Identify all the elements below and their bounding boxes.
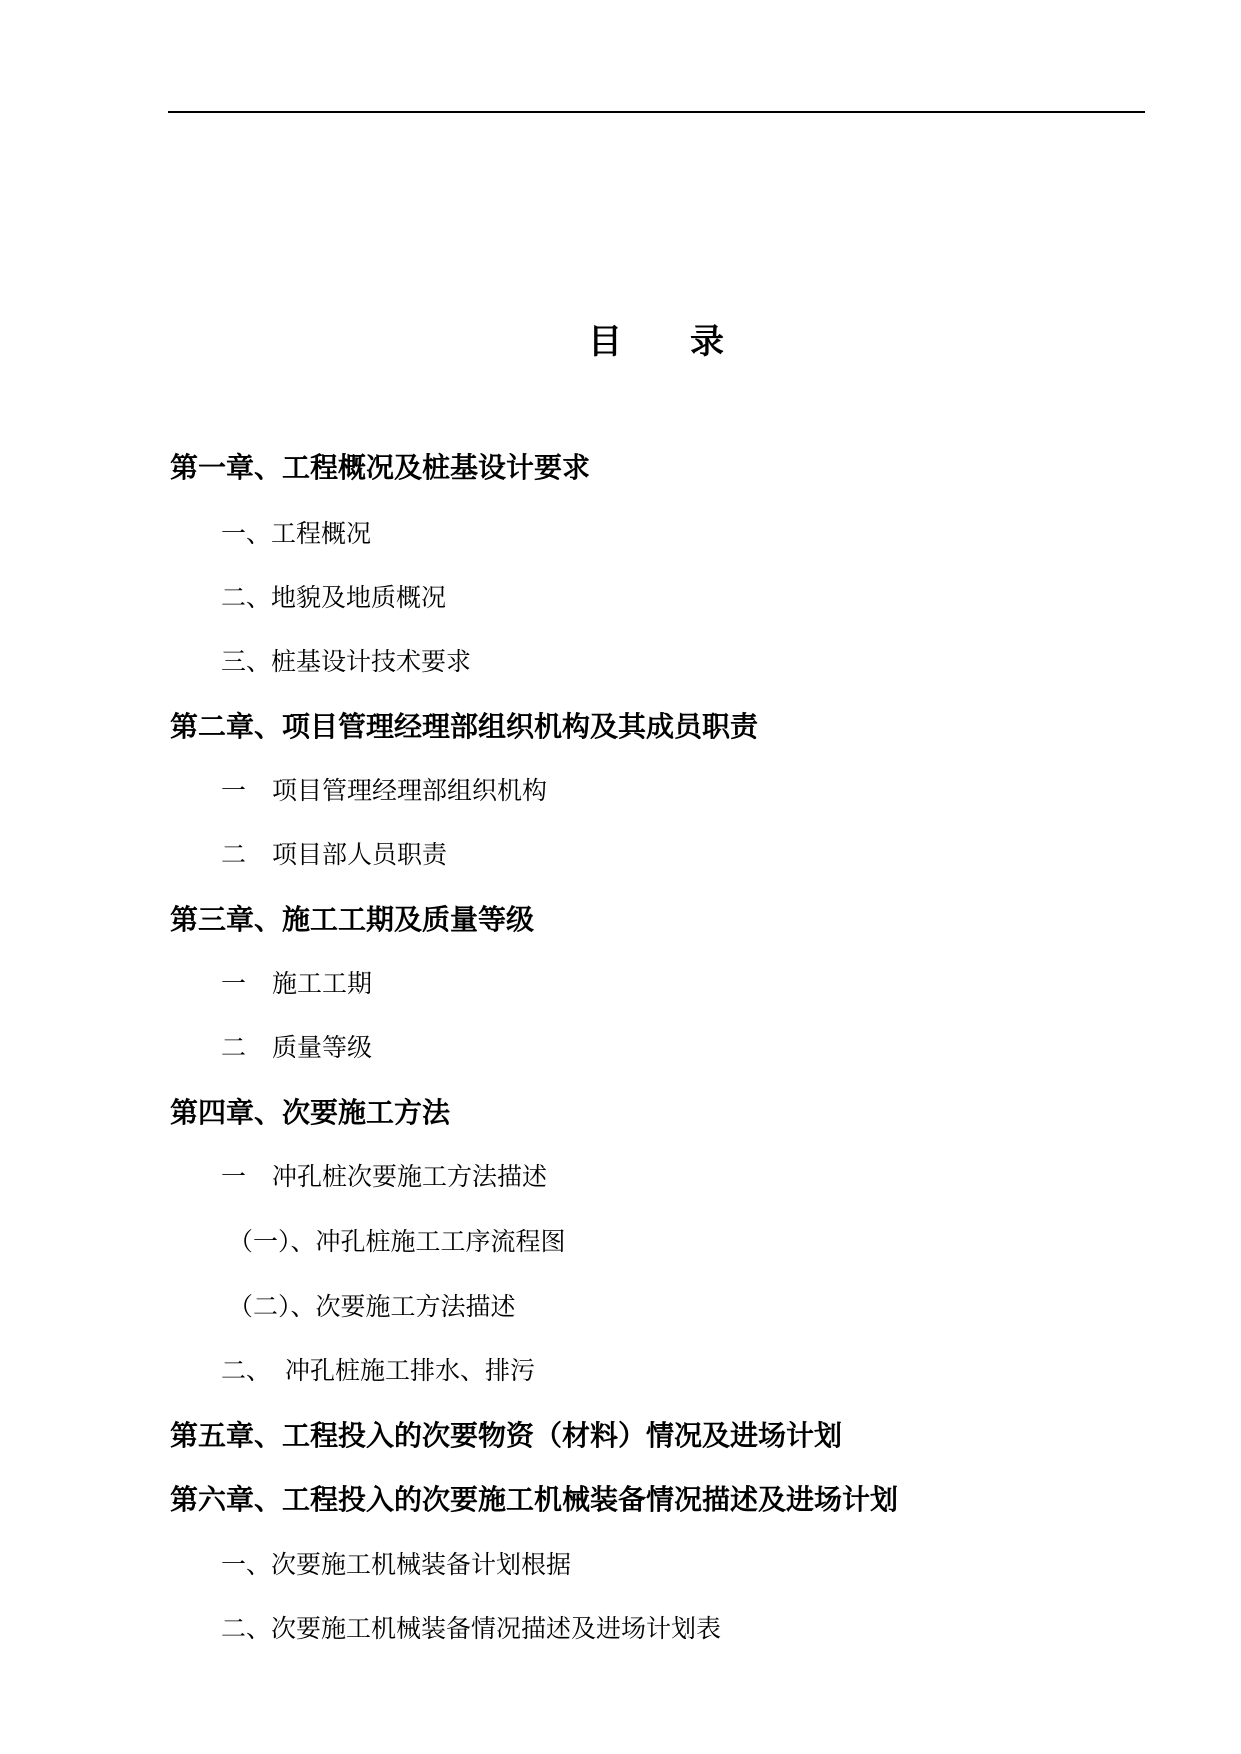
toc-section-text: 冲孔桩施工排水、排污	[285, 1356, 536, 1385]
toc-chapter-1[interactable]: 第一章、工程概况及桩基设计要求	[170, 451, 591, 484]
toc-section-number: 二	[221, 1033, 247, 1062]
title-char-2: 录	[690, 322, 724, 362]
toc-section-number: 二、	[221, 1356, 272, 1385]
toc-subsection-4-1-1[interactable]: （一）、冲孔桩施工工序流程图	[228, 1227, 566, 1256]
toc-section-text: 项目管理经理部组织机构	[272, 776, 548, 805]
toc-subsection-4-1-2[interactable]: （二）、次要施工方法描述	[228, 1292, 516, 1321]
toc-section-3-1[interactable]	[221, 962, 372, 1006]
toc-section-text: 项目部人员职责	[272, 840, 448, 869]
toc-section-number: 二	[221, 840, 247, 869]
toc-section-6-1[interactable]: 一、次要施工机械装备计划根据	[221, 1550, 572, 1579]
toc-section-number: 一	[221, 1162, 247, 1191]
toc-chapter-5[interactable]: 第五章、工程投入的次要物资（材料）情况及进场计划	[170, 1419, 843, 1452]
title-char-1: 目	[588, 322, 622, 362]
toc-section-3-2[interactable]	[221, 1026, 372, 1070]
toc-section-4-1[interactable]	[221, 1155, 547, 1199]
toc-section-text: 冲孔桩次要施工方法描述	[272, 1162, 548, 1191]
toc-section-text: 质量等级	[272, 1033, 373, 1062]
toc-section-2-2[interactable]	[221, 833, 447, 877]
toc-chapter-3[interactable]: 第三章、施工工期及质量等级	[170, 903, 535, 936]
toc-section-4-2[interactable]	[221, 1349, 535, 1393]
toc-section-text: 施工工期	[272, 969, 373, 998]
toc-section-1-2[interactable]: 二、地貌及地质概况	[221, 583, 447, 612]
toc-section-1-1[interactable]: 一、工程概况	[221, 519, 372, 548]
toc-chapter-6[interactable]: 第六章、工程投入的次要施工机械装备情况描述及进场计划	[170, 1483, 899, 1516]
toc-section-number: 一	[221, 969, 247, 998]
toc-section-1-3[interactable]: 三、桩基设计技术要求	[221, 647, 472, 676]
toc-section-number: 一	[221, 776, 247, 805]
toc-chapter-2[interactable]: 第二章、项目管理经理部组织机构及其成员职责	[170, 710, 759, 743]
toc-chapter-4[interactable]: 第四章、次要施工方法	[170, 1096, 451, 1129]
toc-section-6-2[interactable]: 二、次要施工机械装备情况描述及进场计划表	[221, 1614, 722, 1643]
toc-section-2-1[interactable]	[221, 769, 547, 813]
